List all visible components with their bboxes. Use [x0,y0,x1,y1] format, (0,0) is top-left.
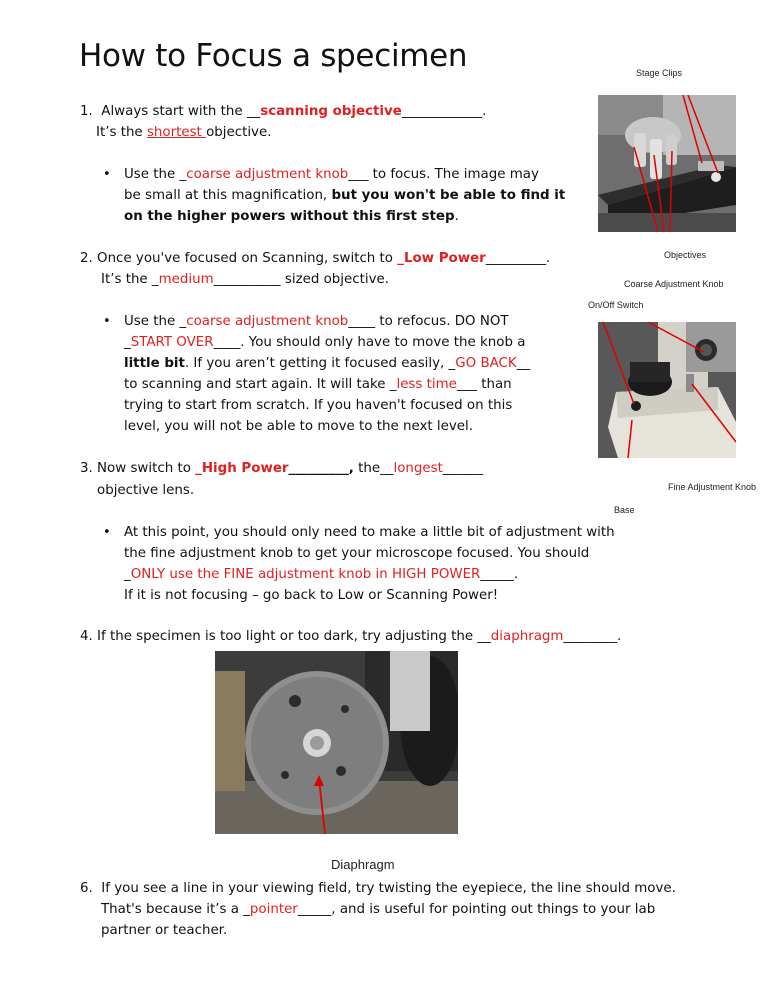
step-6-line1 [80,878,676,899]
caption-onoff-switch: On/Off Switch [588,300,644,310]
step-1-line2 [96,122,271,143]
bullet-bold-text: on the higher powers without this first step [124,209,455,224]
bullet-dot: • [103,167,111,182]
bullet-text: . If you aren’t getting it focused easily, _ [184,356,456,371]
diaphragm-photo [215,651,458,834]
caption-coarse-knob: Coarse Adjustment Knob [624,279,724,289]
answer-pointer: pointer [249,902,298,917]
step-1-text3: objective. [206,125,272,140]
bullet-text: Use the _ [124,167,187,182]
step-3-line1 [80,458,483,479]
step-6-text3: _____, and is useful for pointing out things to your lab [297,902,656,917]
answer-high-power: _High Power [195,461,289,476]
answer-coarse-knob-2: coarse adjustment knob [186,314,349,329]
bullet-text: ____ to refocus. DO NOT [348,314,509,329]
bullet-text: ___ to focus. The image may [348,167,539,182]
blank: _________, [288,461,354,476]
diaphragm-illustration [215,651,458,834]
step-1-text: Always start with the __ [101,104,261,119]
step-2-text2: It’s the _ [101,272,159,287]
bullet-text: __ [516,356,531,371]
answer-low-power: _Low Power [397,251,486,266]
step-2-text: 2. Once you've focused on Scanning, switch to [80,251,398,266]
step-3-line2: objective lens. [97,483,195,498]
bullet-dot: • [103,525,111,540]
step-6-line3: partner or teacher. [101,923,228,938]
answer-medium: medium [158,272,214,287]
bullet-text: . [454,209,459,224]
step-1-number: 1. [80,104,93,119]
caption-diaphragm: Diaphragm [331,857,395,872]
step-2-bullet-line3 [124,353,530,374]
bullet-bold-text: little bit [124,356,185,371]
answer-go-back: GO BACK [455,356,517,371]
blank: ____________. [401,104,487,119]
blank: ________. [563,629,622,644]
step-3-bullet-line1: At this point, you should only need to make a little bit of adjustment with [124,525,615,540]
step-1-bullet-line1 [124,164,539,185]
step-3-text: 3. Now switch to [80,461,196,476]
page-title: How to Focus a specimen [79,38,468,74]
answer-only-fine: ONLY use the FINE adjustment knob in HIGH POWER [130,567,481,582]
caption-fine-knob: Fine Adjustment Knob [668,482,757,492]
microscope-base-illustration [598,322,736,458]
bullet-text: ___ than [456,377,512,392]
step-6-text: If you see a line in your viewing field, try twisting the eyepiece, the line should move. [101,881,676,896]
step-6-text2: That's because it’s a _ [101,902,250,917]
step-4-line1 [80,626,621,647]
caption-objectives: Objectives [664,250,707,260]
step-2-bullet-line2 [124,332,525,353]
step-2-line1 [80,248,550,269]
answer-longest: longest [393,461,443,476]
bullet-text: ____. You should only have to move the knob a [213,335,526,350]
microscope-stage-photo [598,95,736,232]
microscope-stage-illustration [598,95,736,232]
bullet-text: to scanning and start again. It will take _ [124,377,397,392]
answer-less-time: less time [396,377,457,392]
step-2-bullet-line6: level, you will not be able to move to the next level. [124,419,473,434]
caption-base: Base [614,505,635,515]
step-4-text: 4. If the specimen is too light or too dark, try adjusting the __ [80,629,491,644]
step-1-text2: It’s the [96,125,147,140]
step-3-text2: the__ [353,461,394,476]
step-3-bullet-line2: the fine adjustment knob to get your microscope focused. You should [124,546,590,561]
answer-shortest: shortest [146,125,207,140]
step-2-bullet-line5: trying to start from scratch. If you haven't focused on this [124,398,513,413]
bullet-text: _____. [480,567,519,582]
step-1-bullet-line2 [124,185,565,206]
bullet-text: be small at this magnification, [124,188,332,203]
step-3-bullet-line4: If it is not focusing – go back to Low or Scanning Power! [124,588,499,603]
microscope-base-photo [598,322,736,458]
step-3-bullet-line3 [124,564,518,585]
answer-scanning-objective: scanning objective [260,104,402,119]
step-1-bullet-line3 [124,206,459,227]
step-2-bullet-line4 [124,374,512,395]
bullet-text: _ [124,335,131,350]
step-2-text3: __________ sized objective. [213,272,390,287]
bullet-bold-text: but you won't be able to find it [331,188,566,203]
step-2-bullet-line1 [124,311,509,332]
caption-stage-clips: Stage Clips [636,68,683,78]
step-1-line1 [80,101,486,122]
blank: ______ [442,461,484,476]
blank: _________. [485,251,551,266]
step-6-number: 6. [80,881,93,896]
step-2-line2 [101,269,389,290]
bullet-dot: • [103,314,111,329]
bullet-text: Use the _ [124,314,187,329]
answer-coarse-knob: coarse adjustment knob [186,167,349,182]
answer-start-over: START OVER [130,335,214,350]
step-6-line2 [101,899,655,920]
bullet-text: _ [124,567,131,582]
answer-diaphragm: diaphragm [490,629,564,644]
